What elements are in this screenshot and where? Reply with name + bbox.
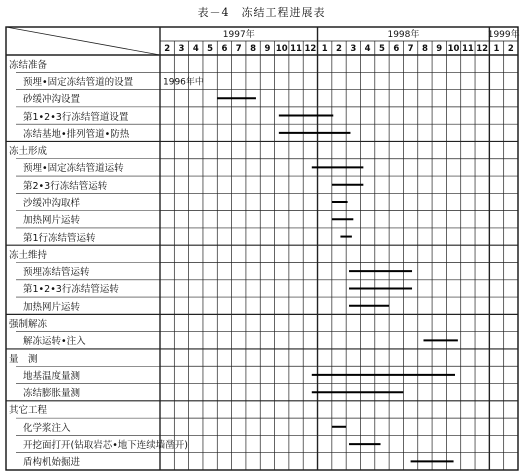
section-label: 冻土维持 [9, 249, 48, 261]
task-label: 第1行冻结管运转 [23, 232, 96, 244]
table-frame [6, 27, 518, 470]
year-label: 1998年 [387, 30, 420, 40]
task-label: 第1•2•3行冻结管道设置 [23, 111, 129, 123]
month-label: 4 [364, 44, 371, 54]
task-label: 解冻运转•注入 [23, 336, 86, 348]
month-label: 8 [250, 44, 257, 54]
month-label: 12 [304, 44, 317, 54]
month-label: 5 [207, 44, 214, 54]
month-label: 1 [321, 44, 328, 54]
task-label: 地基温度量测 [23, 370, 81, 382]
month-label: 3 [350, 44, 357, 54]
month-label: 8 [421, 44, 428, 54]
note-label: 1996年中 [163, 77, 204, 88]
task-label: 第2•3行冻结管运转 [23, 180, 108, 192]
section-label: 量 测 [9, 353, 38, 365]
month-label: 3 [178, 44, 185, 54]
year-label: 1999年 [487, 30, 520, 40]
month-label: 11 [461, 44, 474, 54]
month-label: 9 [436, 44, 443, 54]
month-label: 10 [275, 44, 288, 54]
month-label: 1 [493, 44, 500, 54]
task-label: 开挖面打开(钻取岩芯•地下连续墙凿开) [23, 440, 189, 452]
task-label: 沙缓冲沟取样 [23, 197, 81, 209]
section-label: 冻土形成 [9, 146, 48, 158]
month-label: 11 [290, 44, 302, 54]
task-label: 加热网片运转 [23, 215, 81, 227]
month-label: 6 [221, 44, 228, 54]
month-label: 2 [507, 44, 514, 54]
month-label: 5 [378, 44, 385, 54]
month-label: 10 [447, 44, 460, 54]
month-label: 2 [164, 44, 171, 54]
task-label: 预埋•固定冻结管道的设置 [23, 76, 134, 88]
month-label: 2 [336, 44, 342, 54]
month-label: 7 [407, 44, 414, 54]
task-label: 砂缓冲沟设置 [23, 94, 81, 106]
month-label: 12 [476, 44, 489, 54]
section-label: 强制解冻 [9, 319, 48, 331]
task-label: 预埋冻结管运转 [23, 267, 90, 279]
month-label: 6 [393, 44, 400, 54]
task-label: 加热网片运转 [23, 301, 81, 313]
month-label: 9 [264, 44, 271, 54]
task-label: 盾构机始掘进 [23, 457, 81, 469]
table-title: 表－4 冻结工程进展表 [197, 6, 326, 19]
month-label: 4 [192, 44, 199, 54]
task-label: 预埋•固定冻结管道运转 [23, 163, 124, 175]
task-label: 冻结基地•排列管道•防热 [23, 128, 130, 140]
task-label: 冻结膨胀量测 [23, 388, 81, 400]
section-label: 其它工程 [9, 405, 48, 417]
task-label: 第1•2•3行冻结管运转 [23, 284, 119, 296]
header-diagonal [6, 27, 160, 55]
section-label: 冻结准备 [9, 59, 48, 71]
task-label: 化学浆注入 [23, 422, 71, 434]
year-label: 1997年 [222, 30, 255, 40]
month-label: 7 [235, 44, 242, 54]
